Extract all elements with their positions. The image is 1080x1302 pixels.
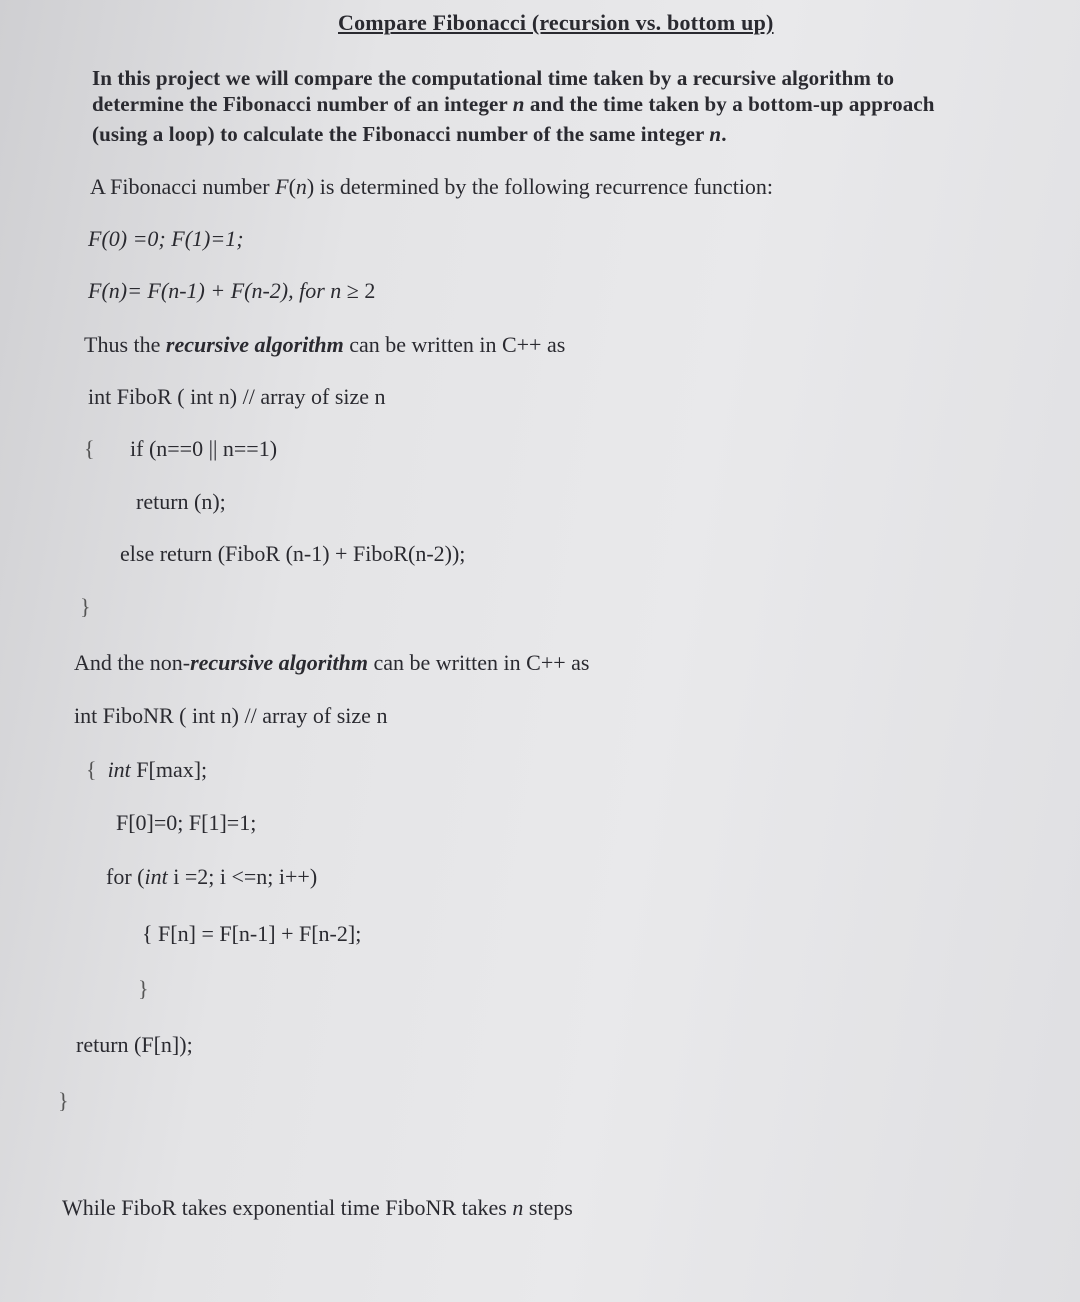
keyword: int <box>107 757 131 782</box>
nonrecursive-intro-text: And the non- <box>74 650 191 675</box>
recurrence-text: F(n)= F(n-1) + F(n-2), for <box>88 278 331 303</box>
keyword: int <box>144 864 168 889</box>
base-case-text: F(0) =0; F(1)=1; <box>88 226 244 251</box>
recursive-intro-text: Thus the <box>84 332 166 357</box>
recursive-intro-text: can be written in C++ as <box>343 332 566 357</box>
definition-fn: F <box>275 174 289 199</box>
nonrecursive-intro-emph: recursive algorithm <box>190 650 368 675</box>
intro-line-2 <box>92 92 935 117</box>
fibor-line-1: if (n==0 || n==1) <box>130 436 278 461</box>
fibor-close-brace: } <box>80 594 91 619</box>
definition-arg: n <box>295 174 307 199</box>
fibonr-signature: int FiboNR ( int n) // array of size n <box>74 703 388 728</box>
fibor-line-3: else return (FiboR (n-1) + FiboR(n-2)); <box>120 541 466 566</box>
paren: ( <box>288 174 296 199</box>
conclusion-var: n <box>512 1195 524 1220</box>
intro-text: . <box>721 122 727 146</box>
fibonr-decl <box>86 757 207 783</box>
document-title: Compare Fibonacci (recursion vs. bottom up) <box>338 10 774 35</box>
fibonr-init: F[0]=0; F[1]=1; <box>116 810 257 835</box>
conclusion-text: While FiboR takes exponential time FiboNR takes <box>62 1195 513 1220</box>
recurrence-line <box>88 278 375 304</box>
intro-var: n <box>512 92 525 116</box>
conclusion-line <box>62 1195 573 1221</box>
fibonr-loop-close: } <box>138 976 149 1001</box>
intro-text: determine the Fibonacci number of an integer <box>92 92 513 116</box>
definition-text: is determined by the following recurrence function: <box>314 174 774 199</box>
fibonr-close-brace: } <box>58 1088 69 1113</box>
recursive-intro <box>84 332 565 358</box>
intro-line-1 <box>92 66 894 91</box>
paren: ) <box>306 174 315 199</box>
intro-text: (using a loop) to calculate the Fibonacci number of the same integer <box>92 122 710 146</box>
for-text: for ( <box>106 864 145 889</box>
fibonr-open-brace: { <box>86 757 97 782</box>
recurrence-cond: ≥ 2 <box>341 278 376 303</box>
fibor-open-brace: { <box>84 436 95 461</box>
recurrence-var: n <box>330 278 342 303</box>
fibonr-return: return (F[n]); <box>76 1032 193 1057</box>
base-case <box>88 226 244 252</box>
fibor-signature: int FiboR ( int n) // array of size n <box>88 384 386 409</box>
fibonr-loop-body: { F[n] = F[n-1] + F[n-2]; <box>142 921 362 946</box>
intro-line-3 <box>92 122 727 147</box>
conclusion-text: steps <box>523 1195 573 1220</box>
for-text: i =2; i <=n; i++) <box>167 864 318 889</box>
recursive-intro-emph: recursive algorithm <box>165 332 344 357</box>
intro-var: n <box>709 122 722 146</box>
intro-text: In this project we will compare the computational time taken by a recursive algorithm to <box>92 66 895 90</box>
definition-text: A Fibonacci number <box>90 174 276 199</box>
fibor-line-2: return (n); <box>136 489 226 514</box>
definition-line <box>90 174 773 200</box>
nonrecursive-intro <box>74 650 589 676</box>
nonrecursive-intro-text: can be written in C++ as <box>367 650 590 675</box>
fibonr-for <box>106 864 317 890</box>
intro-text: and the time taken by a bottom-up approach <box>524 92 935 116</box>
decl-text: F[max]; <box>130 757 208 782</box>
